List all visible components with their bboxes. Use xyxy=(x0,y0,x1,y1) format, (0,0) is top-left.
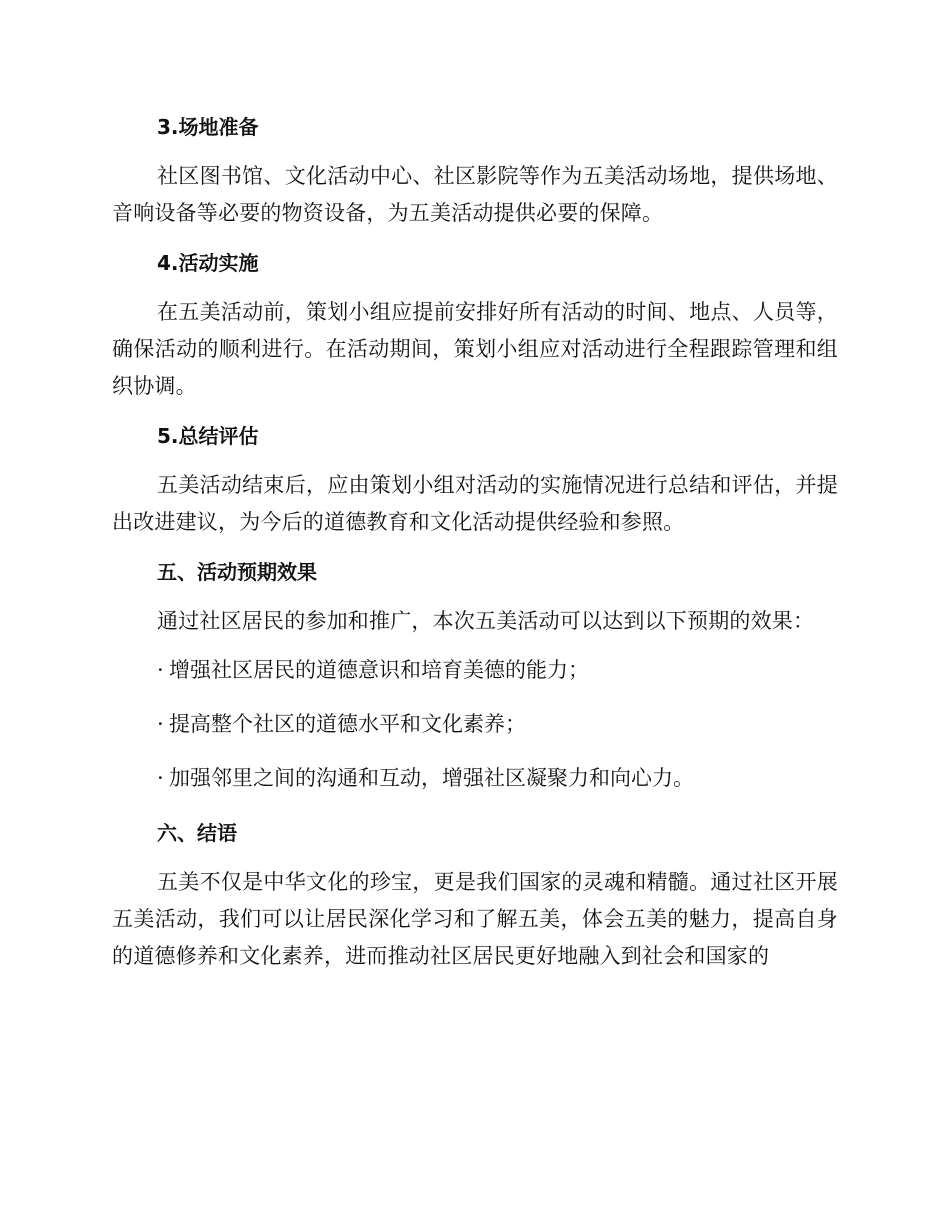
section-body-implementation: 在五美活动前，策划小组应提前安排好所有活动的时间、地点、人员等，确保活动的顺利进行。在活动期间，策划小组应对活动进行全程跟踪管理和组织协调。 xyxy=(112,300,838,398)
section-body-evaluation: 五美活动结束后，应由策划小组对活动的实施情况进行总结和评估，并提出改进建议，为今后的道德教育和文化活动提供经验和参照。 xyxy=(112,473,838,534)
list-item xyxy=(112,706,838,743)
section-intro-expected-effects: 通过社区居民的参加和推广，本次五美活动可以达到以下预期的效果： xyxy=(157,609,815,633)
list-item-text: 提高整个社区的道德水平和文化素养； xyxy=(169,712,526,736)
section-heading-conclusion: 六、结语 xyxy=(157,821,237,845)
section-body-venue: 社区图书馆、文化活动中心、社区影院等作为五美活动场地，提供场地、音响设备等必要的物资设备，为五美活动提供必要的保障。 xyxy=(112,164,838,225)
section-body-conclusion: 五美不仅是中华文化的珍宝，更是我们国家的灵魂和精髓。通过社区开展五美活动，我们可以让居民深化学习和了解五美，体会五美的魅力，提高自身的道德修养和文化素养，进而推动社区居民更好地融入到社会和国家的 xyxy=(112,870,838,968)
section-heading-expected-effects: 五、活动预期效果 xyxy=(157,560,317,584)
list-item xyxy=(112,760,838,797)
section-heading-evaluation: 5.总结评估 xyxy=(157,424,259,448)
section-heading-venue: 3.场地准备 xyxy=(157,115,259,139)
bullet-icon: · xyxy=(157,658,164,682)
list-item-text: 增强社区居民的道德意识和培育美德的能力； xyxy=(169,658,589,682)
list-item xyxy=(112,652,838,689)
document-page xyxy=(112,108,838,987)
bullet-icon: · xyxy=(157,712,164,736)
section-heading-implementation: 4.活动实施 xyxy=(157,251,259,275)
bullet-icon: · xyxy=(157,766,164,790)
list-item-text: 加强邻里之间的沟通和互动，增强社区凝聚力和向心力。 xyxy=(169,766,694,790)
